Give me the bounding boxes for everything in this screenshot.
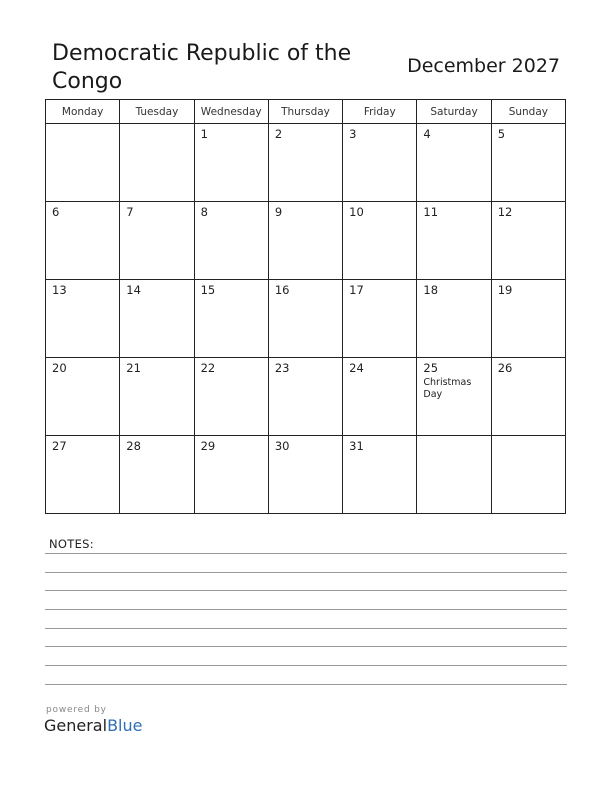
day-cell [120, 202, 194, 280]
day-cell [268, 358, 342, 436]
day-cell [343, 280, 417, 358]
day-cell [46, 436, 120, 514]
day-cell [46, 358, 120, 436]
day-number: 19 [497, 283, 513, 297]
day-cell [343, 124, 417, 202]
day-cell [120, 436, 194, 514]
day-number [417, 436, 490, 439]
day-cell [491, 202, 565, 280]
day-cell-holiday [417, 358, 491, 436]
day-number: 2 [274, 127, 283, 141]
weekday-header-row [46, 100, 566, 124]
weekday-header: Friday [343, 100, 417, 124]
day-number: 13 [52, 283, 67, 297]
day-cell [417, 202, 491, 280]
week-row [46, 124, 566, 202]
day-number: 10 [349, 205, 364, 219]
day-number: 26 [497, 361, 513, 375]
day-number: 20 [52, 361, 67, 375]
month-year-label: December 2027 [407, 55, 560, 77]
day-number [120, 124, 193, 127]
day-cell [120, 280, 194, 358]
day-cell [194, 436, 268, 514]
note-line [45, 609, 567, 610]
weekday-header: Tuesday [120, 100, 194, 124]
day-cell [268, 202, 342, 280]
day-number: 9 [274, 205, 283, 219]
day-number: 24 [349, 361, 364, 375]
day-cell [194, 358, 268, 436]
note-line [45, 665, 567, 666]
holiday-label: Christmas Day [423, 377, 472, 400]
day-number: 8 [200, 205, 208, 219]
day-number: 25 [423, 361, 439, 375]
day-number: 5 [497, 127, 506, 141]
note-line [45, 553, 567, 554]
day-number: 4 [423, 127, 431, 141]
day-number: 11 [423, 205, 439, 219]
day-cell [343, 202, 417, 280]
day-number: 18 [423, 283, 439, 297]
powered-by-text: powered by [46, 705, 107, 715]
day-number: 28 [126, 439, 141, 453]
day-cell [46, 202, 120, 280]
day-cell [46, 124, 120, 202]
day-number: 7 [126, 205, 134, 219]
page-title: Democratic Republic of the Congo [52, 41, 352, 94]
day-number: 23 [274, 361, 290, 375]
note-line [45, 572, 567, 573]
week-row [46, 358, 566, 436]
day-number: 1 [200, 127, 208, 141]
day-number: 30 [274, 439, 290, 453]
brand-logo [44, 716, 142, 735]
day-cell [343, 358, 417, 436]
day-number: 29 [200, 439, 216, 453]
day-cell [194, 202, 268, 280]
day-number: 3 [349, 127, 357, 141]
day-cell [194, 124, 268, 202]
note-line [45, 684, 567, 685]
day-cell [491, 436, 565, 514]
day-cell [491, 280, 565, 358]
week-row [46, 280, 566, 358]
day-number [492, 436, 565, 439]
day-cell [46, 280, 120, 358]
note-line [45, 628, 567, 629]
day-cell [120, 124, 194, 202]
weekday-header: Wednesday [194, 100, 268, 124]
day-cell [343, 436, 417, 514]
day-cell [417, 124, 491, 202]
note-line [45, 590, 567, 591]
notes-label: NOTES: [49, 537, 94, 551]
day-cell [194, 280, 268, 358]
day-cell [491, 358, 565, 436]
day-number: 22 [200, 361, 216, 375]
day-cell [268, 280, 342, 358]
day-cell [491, 124, 565, 202]
day-cell [268, 436, 342, 514]
day-number: 12 [497, 205, 513, 219]
week-row [46, 202, 566, 280]
day-number: 21 [126, 361, 141, 375]
week-row [46, 436, 566, 514]
note-line [45, 646, 567, 647]
day-cell [120, 358, 194, 436]
day-number: 15 [200, 283, 216, 297]
brand-blue: Blue [107, 716, 143, 735]
day-number: 14 [126, 283, 141, 297]
weekday-header: Thursday [268, 100, 342, 124]
day-cell [417, 436, 491, 514]
day-number: 27 [52, 439, 67, 453]
day-number: 16 [274, 283, 290, 297]
day-cell [417, 280, 491, 358]
weekday-header: Monday [46, 100, 120, 124]
day-number: 6 [52, 205, 60, 219]
day-number: 31 [349, 439, 364, 453]
day-cell [268, 124, 342, 202]
brand-general: General [44, 716, 108, 735]
day-number: 17 [349, 283, 364, 297]
weekday-header: Sunday [491, 100, 565, 124]
day-number [46, 124, 119, 127]
calendar-grid [45, 99, 566, 514]
weekday-header: Saturday [417, 100, 491, 124]
